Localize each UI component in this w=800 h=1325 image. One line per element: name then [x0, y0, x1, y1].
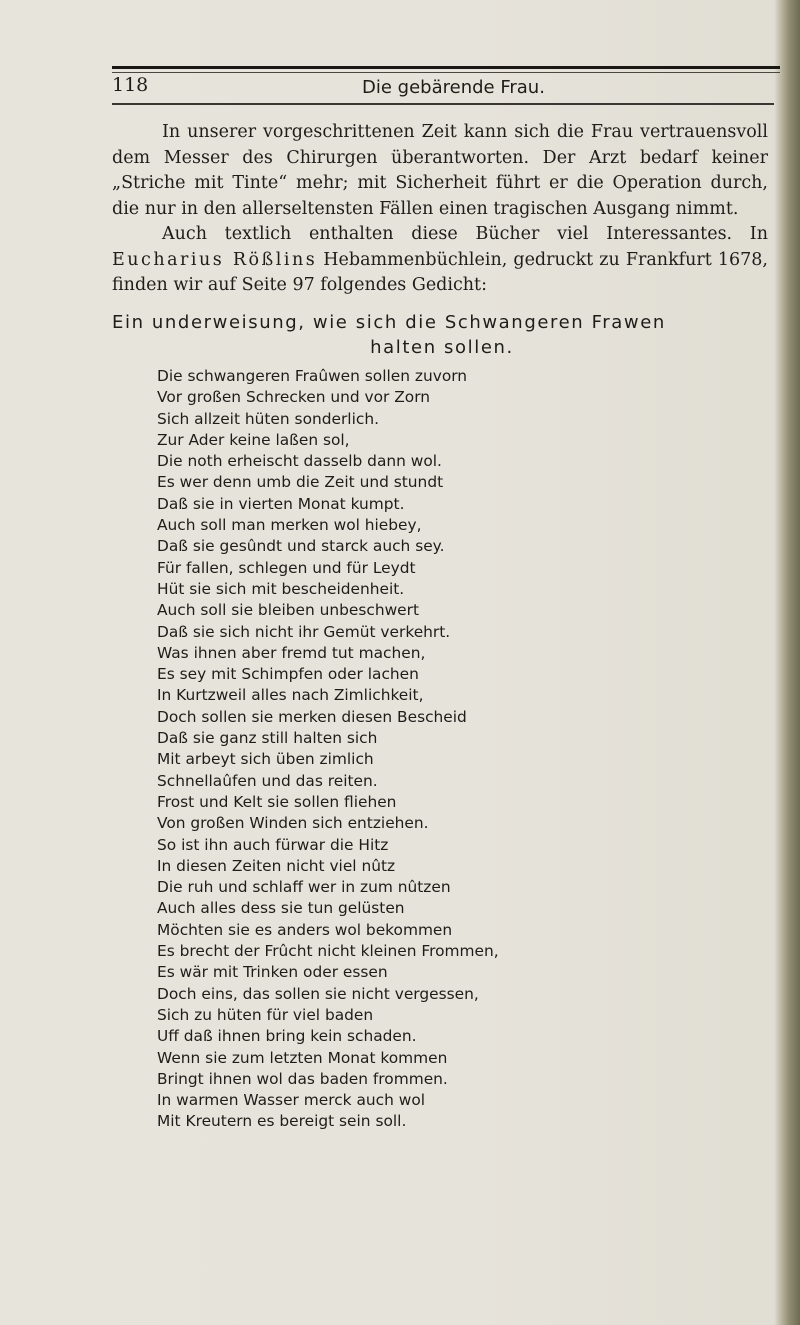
poem-line: Was ihnen aber fremd tut machen, — [157, 643, 426, 662]
poem-line: In Kurtzweil alles nach Zimlichkeit, — [157, 686, 424, 705]
poem-line: Schnellaûfen und das reiten. — [157, 771, 378, 790]
poem-line: Die schwangeren Fraûwen sollen zuvorn — [157, 367, 468, 385]
poem-line: Hüt sie sich mit bescheidenheit. — [157, 579, 405, 598]
poem-line: Die ruh und schlaff wer in zum nûtzen — [157, 878, 451, 897]
paragraph-2-rest: Hebammenbüchlein, gedruckt zu Frankfurt 1678, finden wir auf Seite 97 folgendes Gedicht: — [112, 249, 768, 295]
author-name: Eucharius Rößlins — [112, 249, 318, 270]
poem-line: Doch eins, das sollen sie nicht vergessen, — [157, 984, 479, 1003]
poem-line: Mit arbeyt sich üben zimlich — [157, 750, 374, 769]
poem-line: Von großen Winden sich entziehen. — [157, 814, 429, 833]
poem-line: Es brecht der Frûcht nicht kleinen Frommen, — [157, 942, 499, 961]
poem-line: Daß sie sich nicht ihr Gemüt verkehrt. — [157, 622, 451, 641]
poem-title — [112, 310, 772, 360]
poem-title-line-2: halten sollen. — [370, 337, 514, 358]
poem-line: Für fallen, schlegen und für Leydt — [157, 558, 416, 577]
poem-line: Mit Kreutern es bereigt sein soll. — [157, 1112, 407, 1131]
poem-line: Auch soll man merken wol hiebey, — [157, 516, 422, 535]
poem-line: Bringt ihnen wol das baden frommen. — [157, 1069, 448, 1088]
poem-line: Es sey mit Schimpfen oder lachen — [157, 665, 419, 684]
poem-line: Daß sie in vierten Monat kumpt. — [157, 494, 405, 513]
paragraph-2-start: Auch textlich enthalten diese Bücher viel Interessantes. In — [162, 224, 768, 244]
poem-line: Auch alles dess sie tun gelüsten — [157, 899, 405, 918]
poem-body — [157, 366, 717, 1133]
poem-line: Doch sollen sie merken diesen Bescheid — [157, 707, 467, 726]
page-edge-shadow — [774, 0, 800, 1325]
poem-line: Wenn sie zum letzten Monat kommen — [157, 1048, 448, 1067]
poem-line: Vor großen Schrecken und vor Zorn — [157, 388, 431, 407]
poem-line: Sich allzeit hüten sonderlich. — [157, 409, 379, 428]
poem-line: Möchten sie es anders wol bekommen — [157, 920, 453, 939]
poem-line: In warmen Wasser merck auch wol — [157, 1091, 426, 1110]
poem-line: So ist ihn auch fürwar die Hitz — [157, 835, 389, 854]
header-rule-top — [112, 66, 780, 69]
poem-line: Uff daß ihnen bring kein schaden. — [157, 1027, 417, 1046]
body-text — [112, 120, 768, 299]
poem-line: In diesen Zeiten nicht viel nûtz — [157, 856, 396, 875]
header-rule-bottom — [112, 103, 774, 105]
poem-line: Zur Ader keine laßen sol, — [157, 430, 350, 449]
poem-line: Daß sie ganz still halten sich — [157, 729, 378, 748]
poem-line: Es wer denn umb die Zeit und stundt — [157, 473, 444, 492]
poem-line: Die noth erheischt dasselb dann wol. — [157, 452, 442, 471]
poem-line: Es wär mit Trinken oder essen — [157, 963, 388, 982]
poem-line: Auch soll sie bleiben unbeschwert — [157, 601, 420, 620]
header-rule-top-thin — [112, 72, 780, 73]
poem-line: Frost und Kelt sie sollen fliehen — [157, 792, 397, 811]
page-number: 118 — [112, 74, 149, 96]
running-head: Die gebärende Frau. — [362, 77, 545, 98]
paragraph-2 — [112, 222, 768, 299]
poem-line: Sich zu hüten für viel baden — [157, 1005, 374, 1024]
poem-line: Daß sie gesûndt und starck auch sey. — [157, 537, 445, 556]
poem-title-line-1: Ein underweisung, wie sich die Schwangeren Frawen — [112, 312, 666, 333]
paragraph-1: In unserer vorgeschrittenen Zeit kann sich die Frau vertrauensvoll dem Messer des Chirurgen überantworten. Der Arzt bedarf keiner „Striche mit Tinte“ mehr; mit Sicherheit führt er die Operation durch, die nur in den allerseltensten Fällen einen tragischen Ausgang nimmt. — [112, 122, 768, 219]
